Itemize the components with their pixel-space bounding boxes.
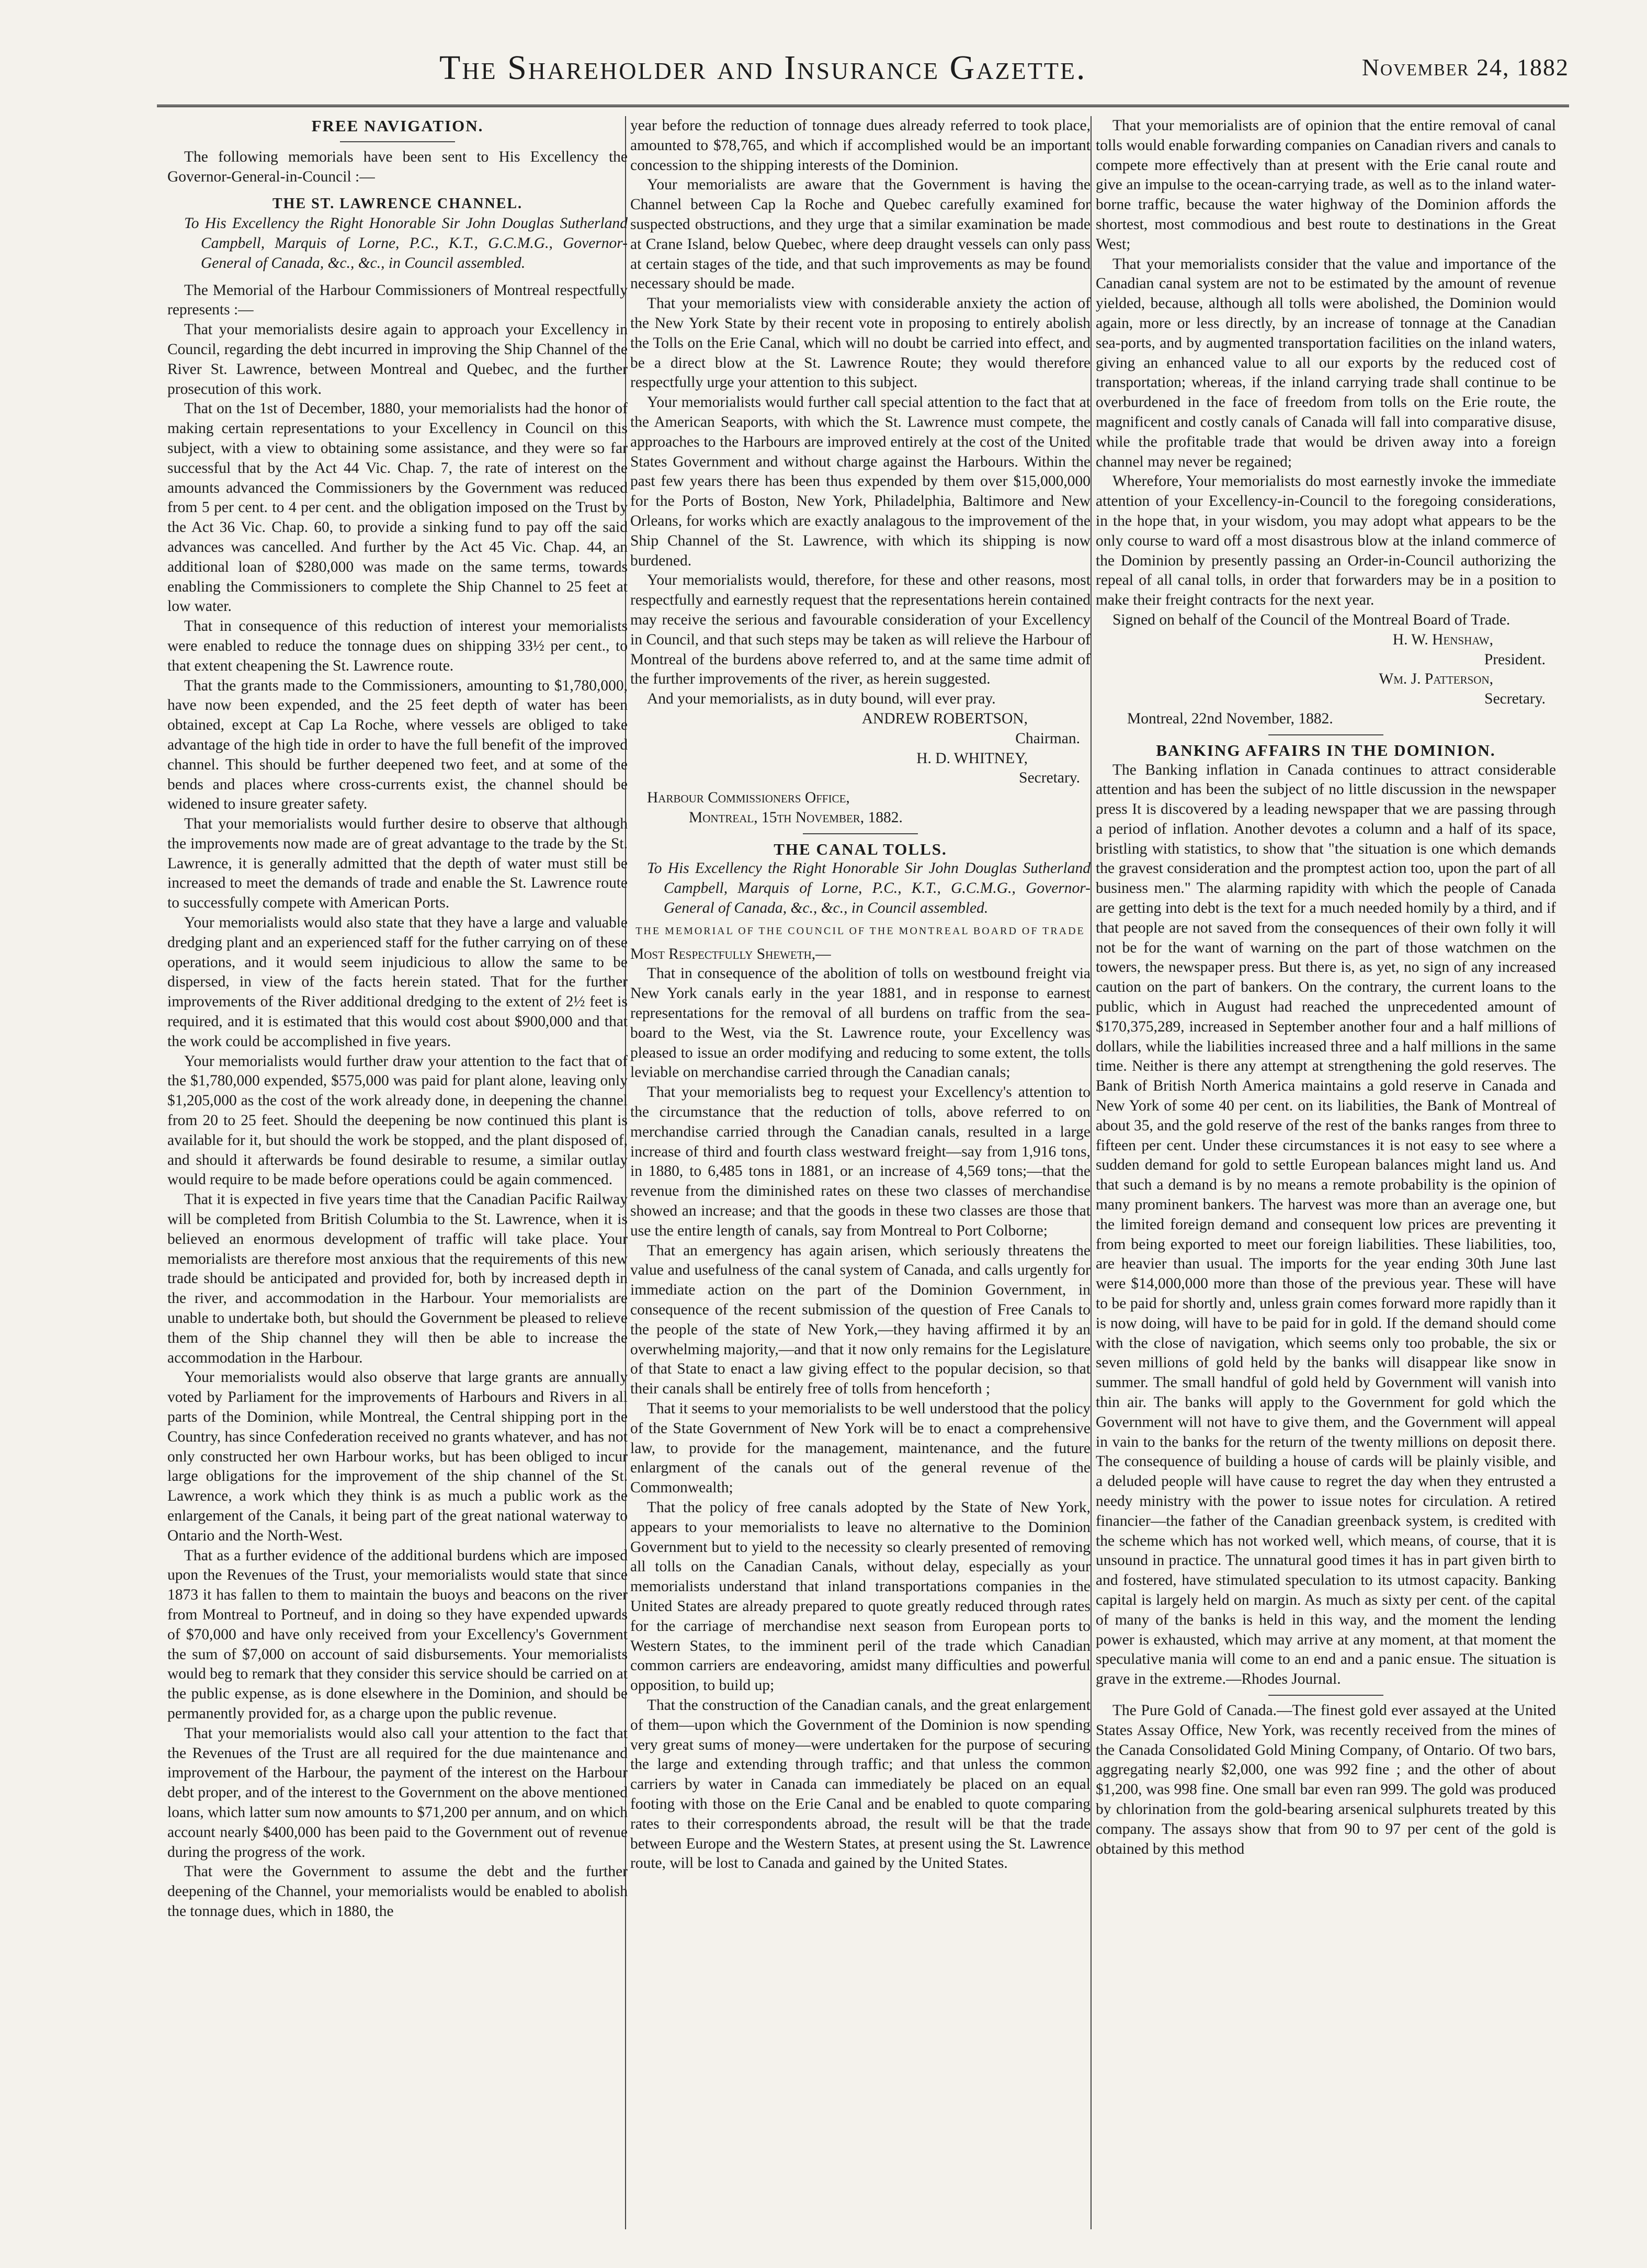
column-2	[630, 116, 1091, 2235]
paragraph: Signed on behalf of the Council of the Montreal Board of Trade.	[1112, 611, 1510, 628]
signer-name: Wm. J. Patterson,	[1379, 671, 1493, 688]
paragraph: That an emergency has again arisen, which seriously threatens the value and usefulness of the canal system of Canada, and calls urgently for immediate action on the part of the Dominion Government, in consequence of the recent submission of the question of Free Canals to the people of the state of New York,—they having affirmed it by an overwhelming majority,—and that it now only remains for the Legislature of that State to enact a law giving effect to the popular decision, so that their canals shall be entirely free of tolls from henceforth ;	[630, 1242, 1091, 1398]
paragraph: Your memorialists are aware that the Government is having the Channel between Cap la Roche and Quebec carefully examined for suspected obstructions, and they urge that a similar examination be made at Crane Island, below Quebec, where deep draught vessels can only pass at certain stages of the tide, and that such improvements as may be found necessary should be made.	[630, 176, 1091, 292]
paragraph: That in consequence of the abolition of tolls on westbound freight via New York canals early in the year 1881, and in response to earnest representations for the removal of all burdens on traffic from the sea-board to the West, via the St. Lawrence route, your Excellency was pleased to issue an order modifying and reducing to some extent, the tolls leviable on merchandise carried through the Canadian canals;	[630, 965, 1091, 1081]
article-heading-canal-tolls: THE CANAL TOLLS.	[774, 840, 947, 858]
signer-title: Secretary.	[1019, 769, 1080, 787]
paragraph: That your memorialists desire again to approach your Excellency in Council, regarding the debt incurred in improving the Ship Channel of the River St. Lawrence, between Montreal and Quebec, and the further prosecution of this work.	[167, 321, 628, 398]
intro-paragraph: The following memorials have been sent to His Excellency the Governor-General-in-Council :—	[167, 148, 628, 185]
paragraph: That the grants made to the Commissioners, amounting to $1,780,000, have now been expended, and the 25 feet depth of water has been obtained, except at Cap La Roche, where vessels are obliged to take advantage of the high tide in order to have the full benefit of the improved channel. This should be further deepened two feet, and at some of the bends and places where cross-currents exist, the channel should be widened to insure greater safety.	[167, 677, 628, 813]
office-line: Harbour Commissioners Office,	[647, 789, 850, 807]
paragraph: That as a further evidence of the additional burdens which are imposed upon the Revenues of the Trust, your memorialists would state that since 1873 it has fallen to them to maintain the buoys and beacons on the river from Montreal to Portneuf, and in doing so they have expended upwards of $70,000 and have only received from your Excellency's Government the sum of $7,000 on account of said disbursements. Your memorialists would beg to remark that they consider this service should be carried on at the public expense, as is done elsewhere in the Dominion, and should be permanently provided for, as a charge upon the public revenue.	[167, 1547, 628, 1722]
paragraph: And your memorialists, as in duty bound, will ever pray.	[647, 690, 996, 708]
paragraph: Wherefore, Your memorialists do most earnestly invoke the immediate attention of your Excellency-in-Council to the foregoing considerations, in the hope that, in your wisdom, you may adopt what appears to be the only course to ward off a most disastrous blow at the inland commerce of the Dominion by presently passing an Order-in-Council authorizing the repeal of all canal tolls, in order that forwarders may be in a position to make their freight contracts for the next year.	[1096, 473, 1556, 609]
paragraph: That your memorialists are of opinion that the entire removal of canal tolls would enable forwarding companies on Canadian rivers and canals to compete more effectively than at present with the Erie canal route and give an impulse to the ocean-carrying trade, as well as to the inland water-borne traffic, because the water highway of the Dominion affords the shortest, most commodious and best route to destinations in the Great West;	[1096, 117, 1556, 253]
article-heading-banking: BANKING AFFAIRS IN THE DOMINION.	[1156, 741, 1496, 759]
paragraph: year before the reduction of tonnage dues already referred to took place, amounted to $78,765, and which if accomplished would be an important concession to the shipping interests of the Dominion.	[630, 117, 1091, 174]
signer-name: H. W. Henshaw,	[1392, 631, 1493, 648]
memorial-title: THE MEMORIAL OF THE COUNCIL OF THE MONTREAL BOARD OF TRADE	[635, 925, 1085, 937]
paragraph: The Pure Gold of Canada.—The finest gold ever assayed at the United States Assay Office, New York, was recently received from the mines of the Canada Consolidated Gold Mining Company, of Ontario. Of two bars, aggregating nearly $2,000, one was 992 fine ; and the other of about $1,200, was 998 fine. One small bar even ran 999. The gold was produced by chlorination from the gold-bearing arsenical sulphurets treated by this company. The assays show that from 90 to 97 per cent of the gold is obtained by this method	[1096, 1702, 1556, 1857]
paragraph: That the policy of free canals adopted by the State of New York, appears to your memorialists to leave no alternative to the Dominion Government but to yield to the necessity so clearly presented of removing all tolls on the Canadian Canals, without delay, especially as your memorialists understand that inland transportations companies in the United States are already prepared to quote greatly reduced through rates for the carriage of merchandise next season from European ports to Western States, to the imminent peril of the trade which Canadian common carriers are endeavoring, amidst many difficulties and powerful opposition, to build up;	[630, 1499, 1091, 1694]
paragraph: Your memorialists would further call special attention to the fact that at the American Seaports, with which the St. Lawrence must compete, the approaches to the Harbours are improved entirely at the cost of the United States Government and without charge against the Harbours. Within the past few years there has been thus expended by them over $15,000,000 for the Ports of Boston, New York, Philadelphia, Baltimore and New Orleans, for works which are exactly analagous to the improvement of the Ship Channel of the St. Lawrence, with which its shipping is now burdened.	[630, 394, 1091, 569]
paragraph: That your memorialists consider that the value and importance of the Canadian canal system are not to be estimated by the amount of revenue yielded, because, although all tolls were abolished, the Dominion would again, more or less directly, by an increase of tonnage at the Canadian sea-ports, and by augmented transportation facilities on the inland waters, giving an enhanced value to all our exports by the reduced cost of transportation; whereas, if the inland carrying trade shall continue to be overburdened in the face of freedom from tolls on the Erie route, the magnificent and costly canals of Canada will fall into comparative disuse, while the profitable trade that would be driven away into a foreign channel may never be regained;	[1096, 255, 1556, 470]
paragraph: The Memorial of the Harbour Commissioners of Montreal respectfully represents :—	[167, 281, 628, 319]
paragraph: That your memorialists view with considerable anxiety the action of the New York State by their recent vote in proposing to entirely abolish the Tolls on the Erie Canal, which will no doubt be carried into effect, and be a direct blow at the St. Lawrence Route; they would therefore respectfully urge your attention to this subject.	[630, 295, 1091, 391]
signer-title: President.	[1484, 651, 1546, 668]
paragraph: That it seems to your memorialists to be well understood that the policy of the State Government of New York will be to enact a comprehensive law, to provide for the management, maintenance, and the future enlargment of the canals out of the general revenue of the Commonwealth;	[630, 1400, 1091, 1496]
paragraph: That your memorialists would also call your attention to the fact that the Revenues of the Trust are all required for the due maintenance and improvement of the Harbour, the payment of the interest on the Harbour debt proper, and of the interest to the Government on the above mentioned loans, which latter sum now amounts to $71,200 per annum, and on which account nearly $400,000 has been paid to the Government out of revenue during the progress of the work.	[167, 1725, 628, 1861]
paragraph: That were the Government to assume the debt and the further deepening of the Channel, your memorialists would be enabled to abolish the tonnage dues, which in 1880, the	[167, 1863, 628, 1920]
column-3	[1096, 116, 1556, 2235]
masthead	[157, 48, 1569, 106]
column-divider	[1091, 116, 1092, 2229]
subheading-st-lawrence: THE ST. LAWRENCE CHANNEL.	[272, 196, 523, 212]
section-rule	[803, 833, 918, 834]
paragraph: Your memorialists would further draw your attention to the fact that of the $1,780,000 expended, $575,000 was paid for plant alone, leaving only $1,205,000 as the cost of the work already done, in deepening the channel from 20 to 25 feet. Should the deepening be now continued this plant is available for it, but should the work be stopped, and the plant disposed of, and should it afterwards be found desirable to resume, a similar outlay would require to be made before operations could be again commenced.	[167, 1052, 628, 1188]
signer-title: Secretary.	[1484, 690, 1546, 708]
place-date: Montreal, 22nd November, 1882.	[1127, 710, 1333, 727]
salutation: Most Respectfully Sheweth,—	[630, 945, 831, 962]
masthead-rule	[157, 105, 1569, 107]
signer-title: Chairman.	[1015, 730, 1080, 747]
section-rule	[1268, 1695, 1383, 1696]
heading-rule	[340, 141, 455, 142]
paragraph: Your memorialists would also state that they have a large and valuable dredging plant and an experienced staff for the futher carrying on of these operations, and it would seem injudicious to allow the same to be dispersed, in view of the facts herein stated. That for the further improvements of the River additional dredging to the extent of 2½ feet is required, and it is estimated that this would cost about $900,000 and that the work could be accomplished in five years.	[167, 914, 628, 1050]
paragraph: That the construction of the Canadian canals, and the great enlargement of them—upon which the Government of the Dominion is now spending very great sums of money—were undertaken for the purpose of securing the large and extending through traffic; and that unless the common carriers by water in Canada can immediately be placed on an equal footing with those on the Erie Canal and be enabled to quote comparing rates to their correspondents abroad, the result will be that the trade between Europe and the Western States, at present using the St. Lawrence route, will be lost to Canada and gained by the United States.	[630, 1696, 1091, 1872]
paragraph: That your memorialists would further desire to observe that although the improvements now made are of great advantage to the trade by the St. Lawrence, it is generally admitted that the depth of water must still be increased to meet the demands of trade and enable the St. Lawrence route to successfully compete with American Ports.	[167, 815, 628, 912]
address-paragraph: To His Excellency the Right Honorable Sir John Douglas Sutherland Campbell, Marquis of Lorne, P.C., K.T., G.C.M.G., Governor-General of Canada, &c., &c., in Council assembled.	[184, 215, 628, 271]
paragraph: That your memorialists beg to request your Excellency's attention to the circumstance that the reduction of tolls, above referred to on merchandise carried through the Canadian canals, resulted in a large increase of third and fourth class westward freight—say from 1,916 tons, in 1880, to 6,485 tons in 1881, or an increase of 4,569 tons;—that the revenue from the diminished rates on these two classes of merchandise showed an increase; and that the goods in these two classes are those that use the entire length of canals, say from Montreal to Port Colborne;	[630, 1084, 1091, 1239]
section-rule	[1268, 734, 1383, 735]
paragraph: Your memorialists would also observe that large grants are annually voted by Parliament for the improvements of Harbours and Rivers in all parts of the Dominion, while Montreal, the Central shipping port in the Country, has since Confederation received no grants whatever, and has not only constructed her own Harbour works, but has been obliged to incur large obligations for the improvement of the ship channel of the St. Lawrence, a work which they think is as much a public work as the enlargement of the Canals, it being part of the great national waterway to Ontario and the North-West.	[167, 1369, 628, 1544]
address-paragraph: To His Excellency the Right Honorable Sir John Douglas Sutherland Campbell, Marquis of Lorne, P.C., K.T., G.C.M.G., Governor-General of Canada, &c., &c., in Council assembled.	[647, 860, 1091, 917]
paragraph: Your memorialists would, therefore, for these and other reasons, most respectfully and earnestly request that the representations herein contained may receive the serious and favourable consideration of your Excellency in Council, and that such steps may be taken as will relieve the Harbour of Montreal of the burdens above referred to, and at the same time admit of the further improvements of the river, as herein suggested.	[630, 572, 1091, 688]
signer-name: ANDREW ROBERTSON,	[861, 710, 1028, 727]
office-date: Montreal, 15th November, 1882.	[689, 809, 903, 826]
article-heading-free-navigation: FREE NAVIGATION.	[311, 117, 484, 135]
masthead-title: The Shareholder and Insurance Gazette.	[439, 49, 1087, 87]
paragraph: That in consequence of this reduction of interest your memorialists were enabled to reduce the tonnage dues on shipping 33½ per cent., to that extent cheapening the St. Lawrence route.	[167, 618, 628, 674]
paragraph: The Banking inflation in Canada continues to attract considerable attention and has been the subject of no little discussion in the newspaper press It is discovered by a leading newspaper that we are passing through a period of inflation. Another devotes a column and a half of its space, bristling with statistics, to show that "the situation is one which demands the gravest consideration and the promptest action too, upon the part of all business men." The alarming rapidity with which the people of Canada are getting into debt is the text for a much needed homily by a third, and if that people are not saved from the consequences of their own folly it will not be for the want of warning on the part of those watchmen on the towers, the newspaper press. But there is, as yet, no sign of any increased caution on the part of bankers. On the contrary, the current loans to the public, which in August had reached the unprecedented amount of $170,375,289, increased in September another four and a half millions of dollars, while the liabilities increased three and a half millions in the same time. Neither is there any attempt at strengthening the gold reserves. The Bank of British North America maintains a gold reserve in Canada and New York of some 40 per cent. on its liabilities, the Bank of Montreal of about 35, and the gold reserve of the rest of the banks ranges from three to fifteen per cent. Under these circumstances it is not easy to see where a sudden demand for gold to settle European balances might land us. And that such a demand is by no means a remote probability is the opinion of many prominent bankers. The harvest was more than an average one, but the limited foreign demand and consequent low prices are preventing it from being exported to meet our foreign liabilities. These liabilities, too, are heavier than usual. The imports for the year ending 30th June last were $14,000,000 more than those of the previous year. These will have to be paid for shortly and, unless grain comes forward more rapidly than it is now doing, will have to be paid for in gold. If the demand should come with the close of navigation, which seems only too probable, the six or seven millions of gold held by the banks will disappear like snow in summer. The small handful of gold held by Government will vanish into thin air. The banks will apply to the Government for gold which the Government will not have to give them, and the Government will appeal in vain to the banks for the return of the twenty millions on deposit there. The consequence of building a house of cards will be plainly visible, and a deluded people will have cause to regret the day when they entrusted a needy ministry with the power to issue notes for circulation. A retired financier—the father of the Canadian greenback system, is credited with the scheme which has not worked well, which means, of course, that it is unsound in practice. The unnatural good times it has in part given birth to and fostered, have stimulated speculation to its utmost capacity. Banking capital is largely held on margin. As much as sixty per cent. of the capital of many of the banks is held in this way, and the moment the lending power is exhausted, which may arrive at any moment, at that moment the speculative mania will come to an end and a panic ensue. The situation is grave in the extreme.—Rhodes Journal.	[1096, 761, 1556, 1688]
signer-name: H. D. WHITNEY,	[916, 750, 1028, 767]
paragraph: That on the 1st of December, 1880, your memorialists had the honor of making certain representations to your Excellency in Council on this subject, with a view to obtaining some assistance, and they were so far successful that by the Act 44 Vic. Chap. 7, the rate of interest on the amounts advanced the Commissioners by the Government was reduced from 5 per cent. to 4 per cent. and the obligation imposed on the Trust by the Act 36 Vic. Chap. 60, to provide a sinking fund to pay off the said advances was cancelled. And further by the Act 45 Vic. Chap. 44, an additional loan of $280,000 was made on the same terms, towards enabling the Commissioners to complete the Ship Channel to 25 feet at low water.	[167, 400, 628, 615]
masthead-date: November 24, 1882	[1361, 54, 1569, 81]
paragraph: That it is expected in five years time that the Canadian Pacific Railway will be completed from British Columbia to the St. Lawrence, when it is believed an enormous development of traffic will take place. Your memorialists are therefore most anxious that the requirements of this new trade should be anticipated and provided for, both by increased depth in the river, and accommodation in the Harbour. Your memorialists are unable to undertake both, but should the Government be pleased to relieve them of the Ship channel they will then be able to increase the accommodation in the Harbour.	[167, 1191, 628, 1366]
column-1	[167, 116, 628, 2235]
